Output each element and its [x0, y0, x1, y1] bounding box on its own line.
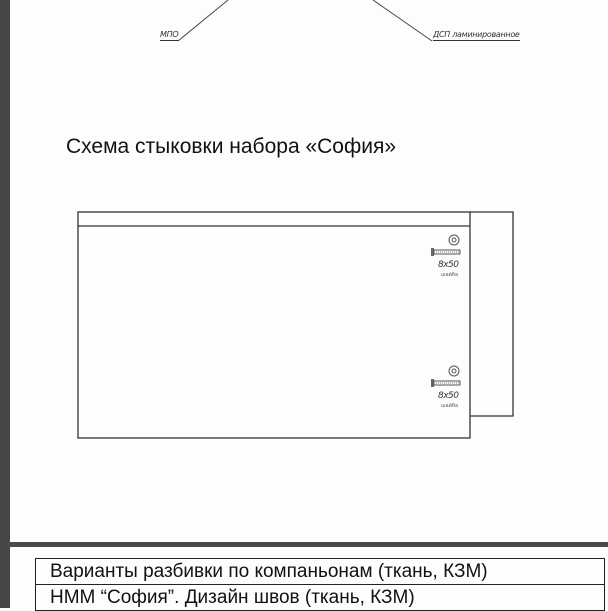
- bolt-size-label: 8x50: [438, 391, 459, 401]
- leader-line-left: [178, 0, 228, 41]
- page-separator: [8, 542, 608, 547]
- table-cell[interactable]: Варианты разбивки по компаньонам (ткань, КЗМ): [36, 559, 605, 585]
- side-panel-outline: [470, 212, 513, 416]
- main-panel-outline: [78, 212, 470, 438]
- material-label-chipboard: ДСП ламинированное: [433, 30, 520, 39]
- bolt-sub-label: шайба: [441, 272, 459, 278]
- table-row[interactable]: [36, 585, 605, 611]
- table-cell[interactable]: НММ “София”. Дизайн швов (ткань, КЗМ): [36, 585, 605, 611]
- contents-table: [35, 558, 605, 611]
- bolt-size-label: 8x50: [438, 260, 459, 270]
- leader-line-right: [373, 0, 432, 41]
- table-row[interactable]: [36, 559, 605, 585]
- page-title: Схема стыковки набора «София»: [66, 135, 397, 158]
- material-label-mdf: МПО: [160, 30, 179, 39]
- bolt-icon: [431, 366, 460, 387]
- bolt-icon: [431, 235, 460, 256]
- bolt-sub-label: шайба: [441, 403, 459, 409]
